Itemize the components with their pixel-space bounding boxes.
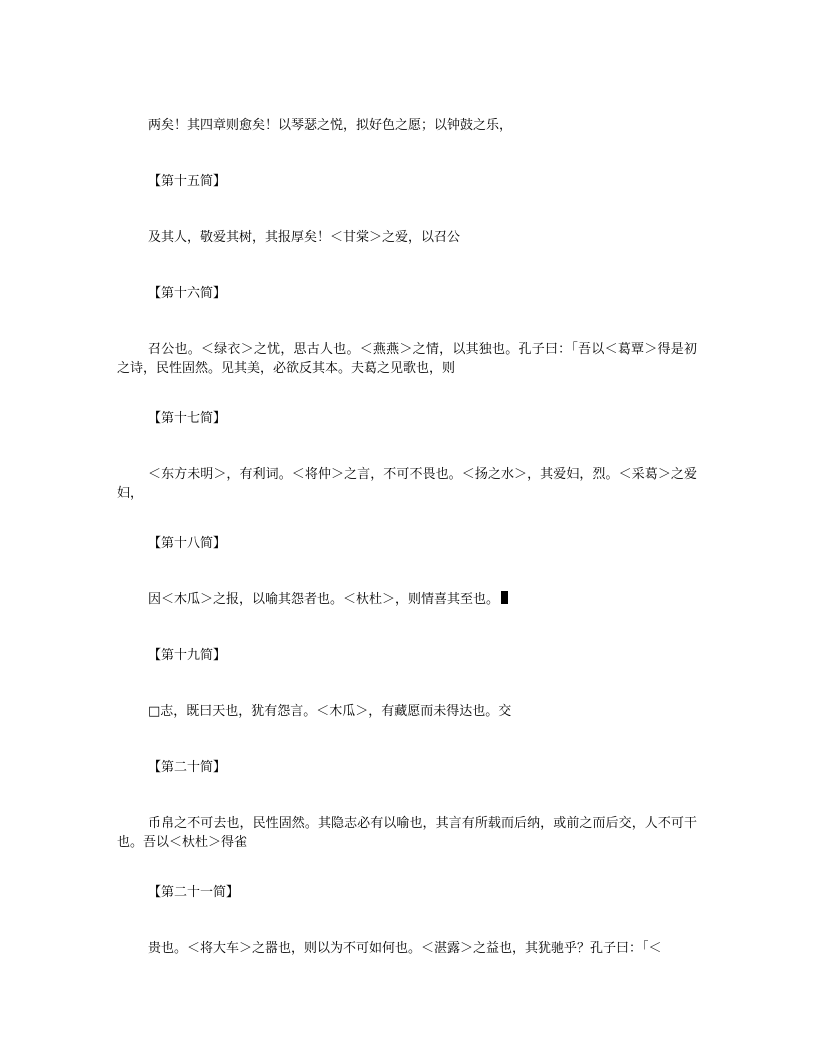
heading-slip-17: 【第十七简】: [148, 411, 227, 426]
heading-slip-21: 【第二十一简】: [148, 885, 240, 900]
heading-slip-16: 【第十六简】: [148, 286, 227, 301]
paragraph-1: 两矣！其四章则愈矣！以琴瑟之悦，拟好色之愿；以钟鼓之乐，: [148, 118, 513, 133]
heading-slip-19: 【第十九简】: [148, 648, 227, 663]
paragraph-7: 币帛之不可去也，民性固然。其隐志必有以喻也，其言有所载而后纳，或前之而后交，人不可干也。吾以＜杕杜＞得雀: [117, 816, 697, 850]
paragraph-4: ＜东方未明＞，有利词。＜将仲＞之言，不可不畏也。＜扬之水＞，其爱妇，烈。＜采葛＞之爱妇，: [117, 467, 697, 501]
paragraph-5: [117, 590, 697, 609]
paragraph-2: 及其人，敬爱其树，其报厚矣！＜甘棠＞之爱，以召公: [148, 230, 461, 245]
heading-slip-15: 【第十五简】: [148, 174, 227, 189]
text-cursor: [501, 591, 508, 604]
paragraph-5-text: 因＜木瓜＞之报，以喻其怨者也。＜杕杜＞，则情喜其至也。: [148, 592, 500, 607]
heading-slip-20: 【第二十简】: [148, 760, 227, 775]
paragraph-3: 召公也。＜绿衣＞之忧，思古人也。＜燕燕＞之情，以其独也。孔子曰：「吾以＜葛覃＞得是初之诗，民性固然。见其美，必欲反其本。夫葛之见歌也，则: [117, 342, 697, 376]
paragraph-8: 贵也。＜将大车＞之嚣也，则以为不可如何也。＜湛露＞之益也，其犹驰乎？孔子曰：「＜: [148, 941, 662, 956]
paragraph-6: □志，既曰天也，犹有怨言。＜木瓜＞，有藏愿而未得达也。交: [148, 704, 512, 719]
heading-slip-18: 【第十八简】: [148, 536, 227, 551]
